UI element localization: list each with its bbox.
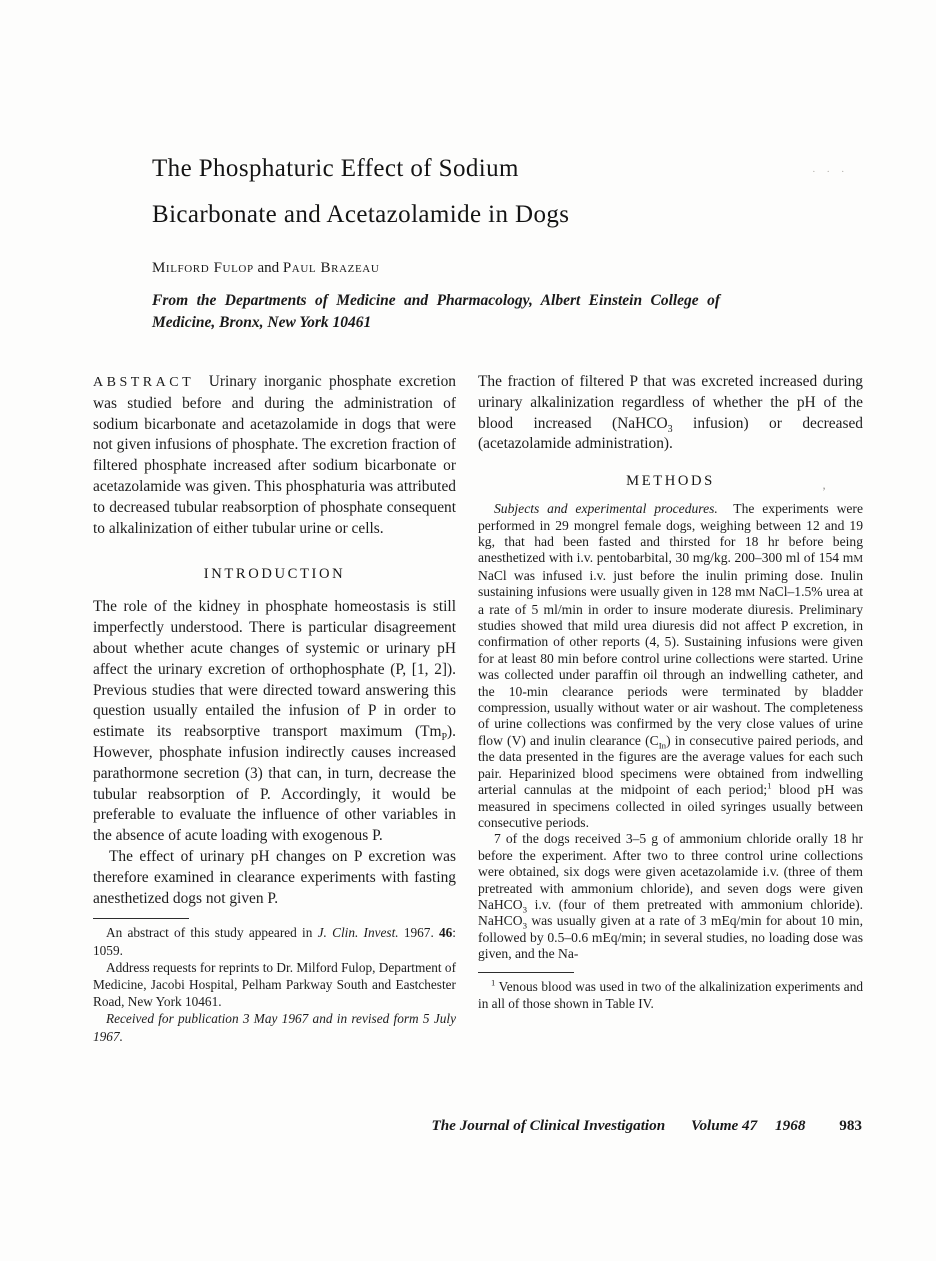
footer-journal-name: The Journal of Clinical Investigation <box>431 1117 666 1134</box>
scan-artifact-mark: ’ <box>822 484 826 498</box>
abstract-body: Urinary inorganic phosphate excretion was studied before and during the administration of sodium bicarbonate and acetazolamide in dogs that were not given infusions of phosphate. The excretion fraction of filtered phosphate increased after sodium bicarbonate or acetazolamide was given. This phosphaturia was attributed to decreased tubular reabsorption of phosphate consequent to alkalinization of either tubular urine or cells. <box>93 373 456 537</box>
scan-artifact-dots: · · · <box>812 166 849 178</box>
abstract-continuation-paragraph: The fraction of filtered P that was excreted increased during urinary alkalinization regardless of whether the pH of the blood increased (NaHCO$_3$ infusion) or decreased (acetazolamide administration). <box>478 373 863 453</box>
journal-footer <box>431 1117 862 1135</box>
page-title <box>152 146 872 238</box>
footnote-rule-right <box>478 972 574 973</box>
footer-page-number: 983 <box>839 1117 862 1134</box>
authors-line <box>152 260 872 277</box>
introduction-paragraph-2: The effect of urinary pH changes on P excretion was therefore examined in clearance experiments with fasting anesthetized dogs not given P. <box>93 847 456 907</box>
title-line-2: Bicarbonate and Acetazolamide in Dogs <box>152 201 570 228</box>
article-header <box>152 146 872 333</box>
methods-paragraph-1: Subjects and experimental procedures. The experiments were performed in 29 mongrel female dogs, weighing between 12 and 19 kg, that had been fasted and thirsted for 18 hr before being anesthetized with i.v. pentobarbital, 30 mg/kg. 200–300 ml of 154 mM NaCl was infused i.v. just before the inulin priming dose. Inulin sustaining infusions were usually given in 128 mM NaCl–1.5% urea at a rate of 5 ml/min in order to insure moderate diuresis. Preliminary studies showed that mild urea diuresis did not affect P excretion, in confirmation of other reports (4, 5). Sustaining infusions were given for at least 80 min before control urine collections were started. Urine was collected under paraffin oil through an indwelling catheter, and the 10-min clearance periods were terminated by bladder compression, usually without water or air washout. The completeness of urine collections was confirmed by the very close values of urine flow (V) and inulin clearance $(C_{In})$ in consecutive paired periods, and the data presented in the figures are the average values for each such pair. Heparinized blood specimens were obtained from indwelling arterial cannulas at the midpoint of each period;$^1$ blood pH was measured in specimens collected in oiled syringes usually between consecutive periods. <box>478 501 863 830</box>
author-1: Milford Fulop <box>152 260 254 276</box>
affiliation: From the Departments of Medicine and Pharmacology, Albert Einstein College of Medicine, Bronx, New York 10461 <box>152 292 720 331</box>
author-connector: and <box>253 260 283 276</box>
footnote-venous-blood: $^1$ Venous blood was used in two of the alkalinization experiments and in all of those shown in Table IV. <box>478 977 863 1011</box>
footer-year: 1968 <box>775 1117 806 1134</box>
footnote-received-dates: Received for publication 3 May 1967 and in revised form 5 July 1967. <box>93 1011 456 1044</box>
left-column <box>93 372 456 1045</box>
footnote-rule-left <box>93 918 189 919</box>
section-heading-methods: METHODS <box>626 473 715 490</box>
title-line-1: The Phosphaturic Effect of Sodium <box>152 155 519 182</box>
methods-paragraph-2: 7 of the dogs received 3–5 g of ammonium chloride orally 18 hr before the experiment. After two to three control urine collections were obtained, six dogs were given acetazolamide i.v. (three of them pretreated with ammonium chloride), and seven dogs were given NaHCO$_3$ i.v. (four of them pretreated with ammonium chloride). NaHCO$_3$ was usually given at a rate of 3 mEq/min for about 10 min, followed by 0.5–0.6 mEq/min; in several studies, no loading dose was given, and the Na- <box>478 831 863 962</box>
abstract-paragraph <box>93 372 456 539</box>
right-column <box>478 372 863 1012</box>
footer-volume: Volume 47 <box>691 1117 758 1134</box>
author-2: Paul Brazeau <box>282 260 380 276</box>
footnote-abstract-citation: An abstract of this study appeared in J. Clin. Invest. 1967. 46: 1059. <box>93 925 456 958</box>
section-heading-introduction: INTRODUCTION <box>203 566 346 583</box>
introduction-paragraph-1: The role of the kidney in phosphate homeostasis is still imperfectly understood. There is particular disagreement about whether acute changes of systemic or urinary pH affect the urinary excretion of orthophosphate (P, [1, 2]). Previous studies that were directed toward answering this question usually entailed the infusion of P in order to estimate its reabsorptive transport maximum $(Tm_P)$. However, phosphate infusion indirectly causes increased parathormone secretion (3) that can, in turn, decrease the tubular reabsorption of P. Accordingly, it would be preferable to evaluate the influence of other variables in the absence of acute loading with exogenous P. <box>93 598 456 845</box>
abstract-label: ABSTRACT <box>93 375 195 390</box>
footnote-reprint-address: Address requests for reprints to Dr. Milford Fulop, Department of Medicine, Jacobi Hospital, Pelham Parkway South and Eastchester Road, New York 10461. <box>93 959 456 1010</box>
